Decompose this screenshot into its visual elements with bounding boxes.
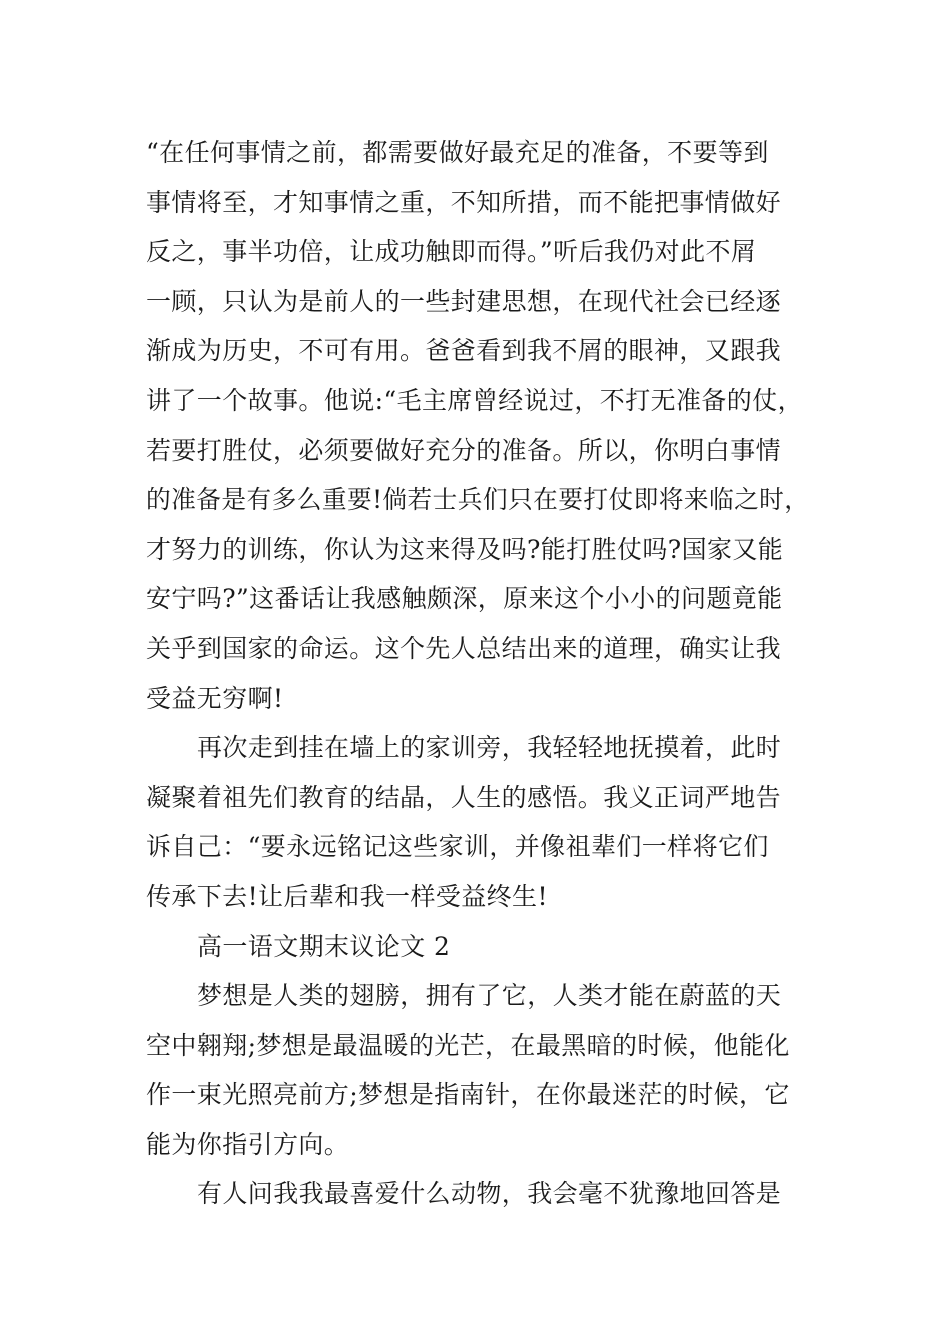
text-line: 作一束光照亮前方;梦想是指南针，在你最迷茫的时候，它	[146, 1080, 790, 1110]
text-line: 凝聚着祖先们教育的结晶，人生的感悟。我义正词严地告	[146, 782, 782, 812]
text-line: 安宁吗?”这番话让我感触颇深，原来这个小小的问题竟能	[146, 584, 783, 614]
text-line: “在任何事情之前，都需要做好最充足的准备，不要等到	[146, 138, 769, 167]
text-line: 渐成为历史，不可有用。爸爸看到我不屑的眼神，又跟我	[146, 336, 782, 366]
text-line: 空中翱翔;梦想是最温暖的光芒，在最黑暗的时候，他能化	[146, 1030, 790, 1060]
text-line: 受益无穷啊!	[146, 683, 284, 713]
text-line: 的准备是有多么重要!倘若士兵们只在要打仗即将来临之时，	[146, 485, 810, 515]
text-line: 能为你指引方向。	[146, 1129, 350, 1159]
text-line: 有人问我我最喜爱什么动物，我会毫不犹豫地回答是	[197, 1179, 782, 1209]
text-line: 反之，事半功倍，让成功触即而得。”听后我仍对此不屑	[146, 237, 757, 267]
text-line: 事情将至，才知事情之重，不知所措，而不能把事情做好	[146, 187, 782, 217]
text-line: 传承下去!让后辈和我一样受益终生!	[146, 881, 548, 911]
text-line: 一顾，只认为是前人的一些封建思想，在现代社会已经逐	[146, 286, 782, 316]
text-line: 梦想是人类的翅膀，拥有了它，人类才能在蔚蓝的天	[197, 981, 782, 1011]
text-line: 诉自己：“要永远铭记这些家训，并像祖辈们一样将它们	[146, 832, 769, 862]
text-line: 才努力的训练，你认为这来得及吗?能打胜仗吗?国家又能	[146, 534, 784, 564]
text-line: 若要打胜仗，必须要做好充分的准备。所以，你明白事情	[146, 435, 782, 465]
document-body	[146, 128, 810, 1219]
text-line: 再次走到挂在墙上的家训旁，我轻轻地抚摸着，此时	[197, 733, 782, 763]
text-line: 高一语文期末议论文 2	[197, 931, 451, 961]
text-line: 讲了一个故事。他说:“毛主席曾经说过，不打无准备的仗，	[146, 385, 804, 415]
text-line: 关乎到国家的命运。这个先人总结出来的道理，确实让我	[146, 633, 782, 663]
